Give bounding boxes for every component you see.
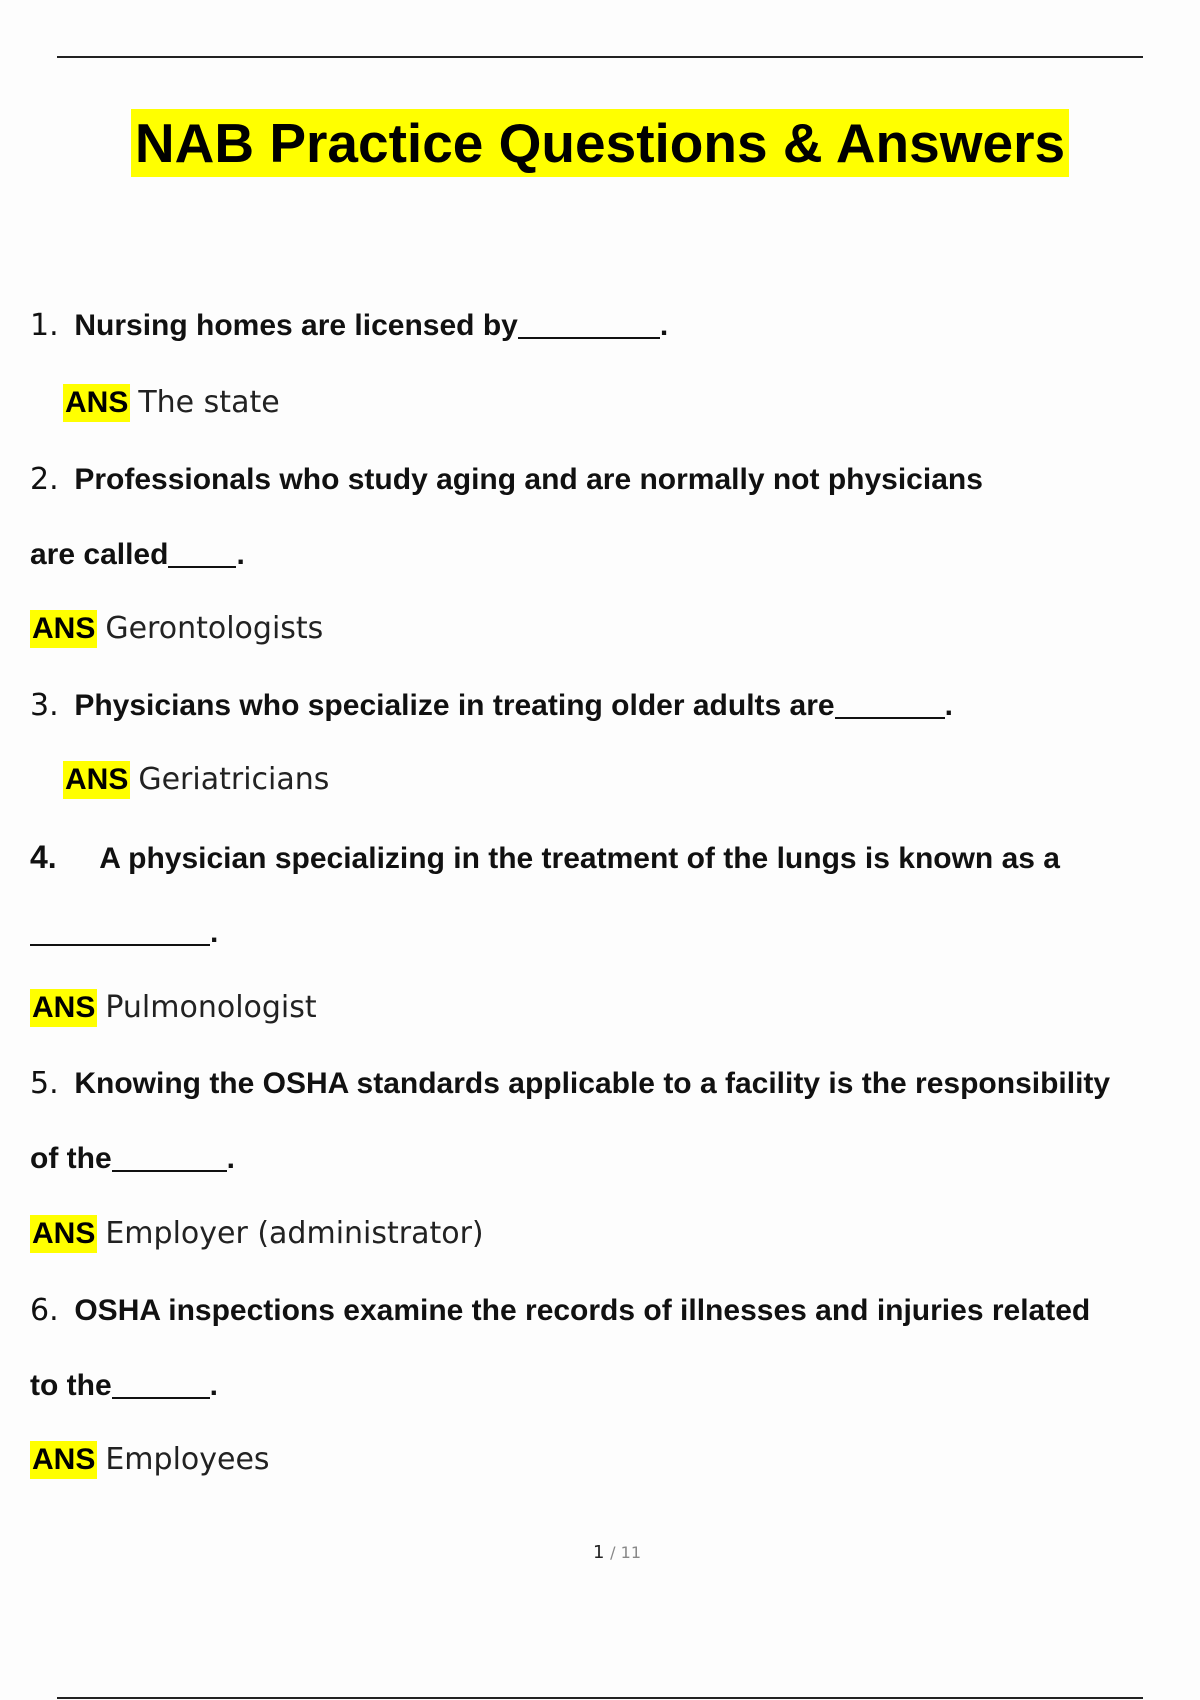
question-2 [30, 457, 983, 503]
answer-text: Gerontologists [105, 611, 324, 646]
answer-text: Employer (administrator) [105, 1216, 484, 1251]
answer-4 [30, 985, 317, 1031]
answer-text: Employees [105, 1442, 270, 1477]
question-5-continuation [30, 1136, 235, 1182]
answer-3 [63, 757, 329, 803]
bottom-rule [57, 1697, 1143, 1699]
question-text: Professionals who study aging and are normally not physicians [74, 463, 983, 496]
question-suffix: . [209, 1369, 218, 1402]
question-text: to the [30, 1369, 112, 1402]
answer-2 [30, 606, 323, 652]
answer-blank [518, 307, 660, 339]
question-number: 2. [30, 462, 59, 497]
answer-label: ANS [30, 989, 97, 1027]
question-2-continuation [30, 532, 245, 578]
question-6 [30, 1288, 1090, 1334]
answer-text: Pulmonologist [105, 990, 317, 1025]
answer-label: ANS [63, 761, 130, 799]
answer-blank [112, 1367, 210, 1399]
question-3 [30, 683, 953, 729]
answer-label: ANS [63, 384, 130, 422]
question-number: 6. [30, 1293, 59, 1328]
top-rule [57, 56, 1143, 58]
question-text: Physicians who specialize in treating older adults are [74, 689, 835, 722]
question-number: 3. [30, 688, 59, 723]
question-text: Knowing the OSHA standards applicable to a facility is the responsibility [74, 1067, 1111, 1100]
page-title: NAB Practice Questions & Answers [131, 109, 1069, 177]
question-1 [30, 303, 668, 349]
answer-label: ANS [30, 610, 97, 648]
answer-blank [30, 914, 210, 946]
question-text: OSHA inspections examine the records of illnesses and injuries related [74, 1294, 1091, 1327]
question-number: 5. [30, 1066, 59, 1101]
question-text: are called [30, 538, 169, 571]
page-current: 1 [592, 1542, 605, 1563]
question-suffix: . [236, 538, 245, 571]
question-text: Nursing homes are licensed by [74, 309, 518, 342]
answer-blank [112, 1140, 227, 1172]
answer-6 [30, 1437, 270, 1483]
question-text: of the [30, 1142, 112, 1175]
question-suffix: . [659, 309, 669, 342]
question-number: 4. [30, 839, 57, 875]
answer-label: ANS [30, 1441, 97, 1479]
title-container [0, 109, 1200, 177]
question-text: A physician specializing in the treatment of the lungs is known as a [99, 842, 1060, 875]
question-5 [30, 1061, 1110, 1107]
question-4 [30, 834, 1060, 880]
answer-label: ANS [30, 1215, 97, 1253]
page-indicator [0, 1542, 1200, 1563]
question-4-continuation [30, 910, 218, 956]
answer-text: The state [138, 385, 280, 420]
answer-blank [168, 536, 236, 568]
question-suffix: . [210, 916, 219, 949]
question-6-continuation [30, 1363, 218, 1409]
answer-text: Geriatricians [138, 762, 330, 797]
page-total: / 11 [610, 1543, 642, 1562]
question-suffix: . [226, 1142, 235, 1175]
answer-blank [835, 687, 945, 719]
question-number: 1. [30, 308, 59, 343]
answer-1 [63, 380, 280, 426]
question-suffix: . [944, 689, 953, 722]
answer-5 [30, 1211, 484, 1257]
